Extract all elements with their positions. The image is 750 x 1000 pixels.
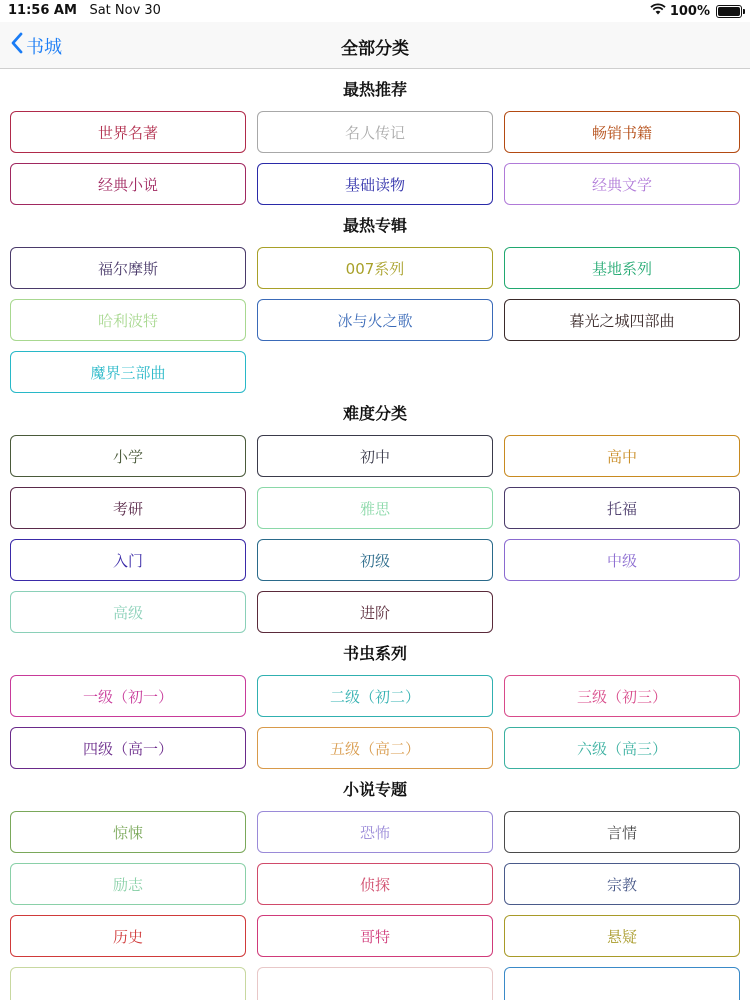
category-button[interactable]: 畅销书籍	[504, 111, 740, 153]
category-button[interactable]: 魔界三部曲	[10, 351, 246, 393]
category-button[interactable]: 六级（高三）	[504, 727, 740, 769]
category-button[interactable]: 高中	[504, 435, 740, 477]
category-button[interactable]	[10, 967, 246, 1000]
category-button[interactable]: 哥特	[257, 915, 493, 957]
category-button[interactable]: 三级（初三）	[504, 675, 740, 717]
category-button[interactable]: 托福	[504, 487, 740, 529]
category-button[interactable]: 007系列	[257, 247, 493, 289]
category-button[interactable]: 经典小说	[10, 163, 246, 205]
category-button[interactable]: 宗教	[504, 863, 740, 905]
category-button[interactable]: 一级（初一）	[10, 675, 246, 717]
navigation-bar	[0, 22, 750, 69]
status-time: 11:56 AM	[8, 3, 77, 18]
category-button[interactable]	[504, 967, 740, 1000]
battery-icon	[716, 5, 742, 18]
category-list[interactable]	[0, 69, 750, 1000]
category-button[interactable]: 世界名著	[10, 111, 246, 153]
section-title: 书虫系列	[342, 644, 407, 663]
section-title: 最热专辑	[342, 216, 407, 235]
category-button[interactable]: 进阶	[257, 591, 493, 633]
section-title: 小说专题	[342, 780, 407, 799]
category-button[interactable]: 高级	[10, 591, 246, 633]
category-button[interactable]: 侦探	[257, 863, 493, 905]
category-button[interactable]: 初级	[257, 539, 493, 581]
category-button[interactable]: 历史	[10, 915, 246, 957]
category-button[interactable]: 励志	[10, 863, 246, 905]
category-button[interactable]: 五级（高二）	[257, 727, 493, 769]
category-button[interactable]: 基地系列	[504, 247, 740, 289]
category-button[interactable]: 恐怖	[257, 811, 493, 853]
battery-percent: 100%	[669, 3, 710, 19]
category-button[interactable]: 考研	[10, 487, 246, 529]
category-button[interactable]: 言情	[504, 811, 740, 853]
category-button[interactable]: 小学	[10, 435, 246, 477]
category-grid	[0, 247, 750, 393]
status-date: Sat Nov 30	[89, 3, 161, 18]
category-button[interactable]: 四级（高一）	[10, 727, 246, 769]
status-time-date	[8, 3, 161, 18]
wifi-icon	[650, 3, 666, 19]
category-button[interactable]: 入门	[10, 539, 246, 581]
status-bar	[0, 0, 750, 22]
category-button[interactable]: 初中	[257, 435, 493, 477]
category-button[interactable]: 二级（初二）	[257, 675, 493, 717]
category-button[interactable]: 基础读物	[257, 163, 493, 205]
category-grid	[0, 811, 750, 1000]
category-button[interactable]: 经典文学	[504, 163, 740, 205]
category-button[interactable]: 暮光之城四部曲	[504, 299, 740, 341]
category-button[interactable]: 冰与火之歌	[257, 299, 493, 341]
section-title: 难度分类	[342, 404, 407, 423]
category-grid	[0, 675, 750, 769]
back-label: 书城	[26, 36, 62, 58]
category-button[interactable]: 悬疑	[504, 915, 740, 957]
page-title: 全部分类	[341, 39, 409, 59]
category-button[interactable]: 名人传记	[257, 111, 493, 153]
status-indicators	[650, 3, 742, 19]
section-title: 最热推荐	[342, 80, 407, 99]
category-button[interactable]: 福尔摩斯	[10, 247, 246, 289]
category-button[interactable]: 中级	[504, 539, 740, 581]
category-grid	[0, 435, 750, 633]
category-button[interactable]	[257, 967, 493, 1000]
category-grid	[0, 111, 750, 205]
category-button[interactable]: 哈利波特	[10, 299, 246, 341]
category-button[interactable]: 雅思	[257, 487, 493, 529]
category-button[interactable]: 惊悚	[10, 811, 246, 853]
